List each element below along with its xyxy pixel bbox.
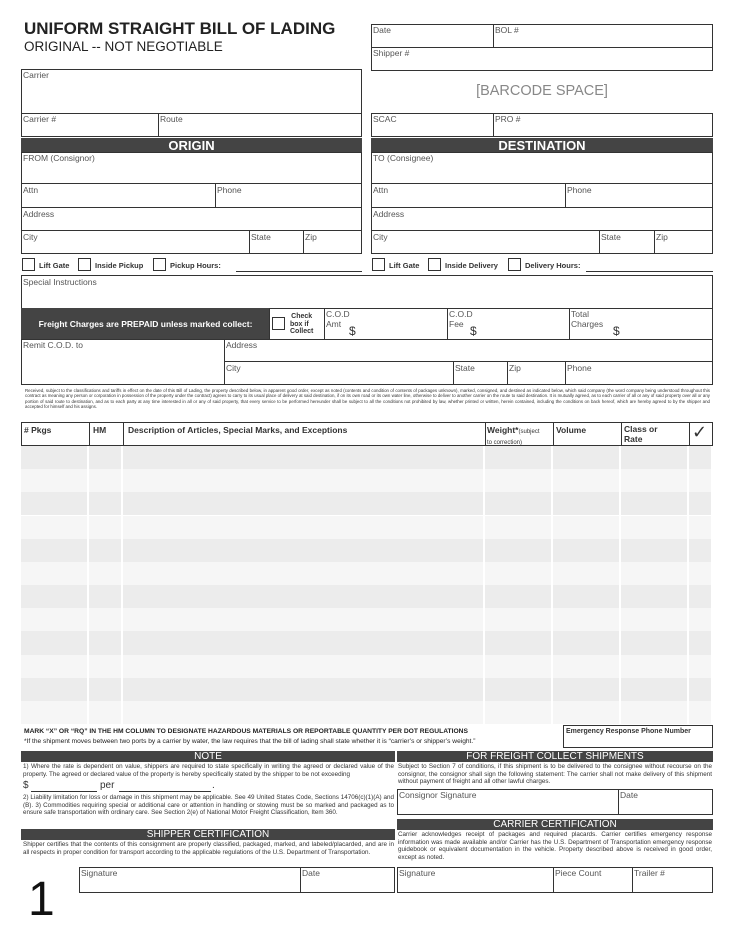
hazmat-instruction: MARK “X” OR “RQ” IN THE HM COLUMN TO DESIGNATE HAZARDOUS MATERIALS OR REPORTABLE QUANTITY PER DOT REGULATIONS <box>24 728 468 735</box>
table-cell[interactable] <box>123 631 483 654</box>
table-cell[interactable] <box>689 678 711 701</box>
table-cell[interactable] <box>21 608 87 631</box>
dest-zip-label: Zip <box>656 232 668 242</box>
pickup-hours-checkbox[interactable] <box>153 258 166 271</box>
table-cell[interactable] <box>89 492 121 515</box>
origin-zip-field[interactable] <box>303 230 362 254</box>
prepaid-banner: Freight Charges are PREPAID unless marked collect: <box>21 308 270 340</box>
remit-phone-label: Phone <box>567 363 592 373</box>
carrier-number-field[interactable] <box>21 113 159 137</box>
inside-delivery-checkbox[interactable] <box>428 258 441 271</box>
table-cell[interactable] <box>553 585 619 608</box>
table-cell[interactable] <box>621 608 687 631</box>
table-cell[interactable] <box>123 585 483 608</box>
document-title: UNIFORM STRAIGHT BILL OF LADING <box>24 19 336 38</box>
delivery-hours-line[interactable] <box>586 271 713 272</box>
table-row <box>21 678 713 701</box>
table-cell[interactable] <box>123 608 483 631</box>
table-cell[interactable] <box>89 446 121 469</box>
table-cell[interactable] <box>21 469 87 492</box>
page-number: 1 <box>28 873 55 926</box>
table-cell[interactable] <box>89 539 121 562</box>
dest-state-label: State <box>601 232 621 242</box>
shipper-number-field[interactable] <box>371 47 713 71</box>
table-cell[interactable] <box>123 678 483 701</box>
table-cell[interactable] <box>553 446 619 469</box>
inside-pickup-label: Inside Pickup <box>95 261 144 270</box>
scac-label: SCAC <box>373 114 397 124</box>
col-header-class <box>624 424 658 444</box>
remit-city-field[interactable] <box>224 361 454 385</box>
from-consignor-label: FROM (Consignor) <box>23 153 95 163</box>
origin-city-label: City <box>23 232 38 242</box>
table-cell[interactable] <box>123 492 483 515</box>
checkmark-icon: ✓ <box>692 422 708 442</box>
table-cell[interactable] <box>485 655 551 678</box>
cod-amount-dollar: $ <box>349 324 356 338</box>
dest-phone-label: Phone <box>567 185 592 195</box>
table-cell[interactable] <box>21 446 87 469</box>
dest-zip-field[interactable] <box>654 230 713 254</box>
header-divider-hm <box>89 422 90 446</box>
carrier-number-label: Carrier # <box>23 114 57 124</box>
table-cell[interactable] <box>621 539 687 562</box>
table-cell[interactable] <box>621 678 687 701</box>
consignor-date-label: Date <box>620 790 638 800</box>
table-cell[interactable] <box>689 608 711 631</box>
emergency-phone-field[interactable] <box>563 725 713 748</box>
carrier-signature-field[interactable] <box>397 867 554 893</box>
remit-cod-label: Remit C.O.D. to <box>23 340 83 350</box>
barcode-placeholder: [BARCODE SPACE] <box>476 83 608 99</box>
origin-heading: ORIGIN <box>21 138 362 153</box>
table-cell[interactable] <box>21 585 87 608</box>
table-cell[interactable] <box>621 469 687 492</box>
freight-collect-text: Subject to Section 7 of conditions, if this shipment is to be delivered to the consignee without recourse on the consignor, the consignor shall sign the following statement: The carrier shall not make delivery of this shipment without payment of freight and all other lawful charges. <box>398 763 712 786</box>
table-cell[interactable] <box>123 655 483 678</box>
table-cell[interactable] <box>553 469 619 492</box>
carrier-certification-text: Carrier acknowledges receipt of packages and required placards. Carrier certifies emergency response information was made available and/or Carrier has the U.S. Department of Transportation emergency response guidebook or equivalent documentation in the vehicle. Property described above is received in good order, except as noted. <box>398 831 712 862</box>
dest-liftgate-checkbox[interactable] <box>372 258 385 271</box>
col-header-volume: Volume <box>556 425 587 435</box>
total-charges-label-1: Total <box>571 309 589 319</box>
table-row <box>21 469 713 492</box>
table-cell[interactable] <box>485 539 551 562</box>
special-instructions-label: Special Instructions <box>23 277 97 287</box>
table-cell[interactable] <box>621 655 687 678</box>
origin-liftgate-label: Lift Gate <box>39 261 70 270</box>
dest-attn-label: Attn <box>373 185 389 195</box>
dest-city-label: City <box>373 232 388 242</box>
table-cell[interactable] <box>621 516 687 539</box>
table-cell[interactable] <box>553 516 619 539</box>
shipper-signature-field[interactable] <box>79 867 301 893</box>
table-cell[interactable] <box>21 678 87 701</box>
collect-label-line2: box if <box>290 320 309 328</box>
bol-label: BOL # <box>495 25 519 35</box>
total-charges-label-2: Charges <box>571 319 604 329</box>
cod-amount-field[interactable] <box>324 308 448 340</box>
table-cell[interactable] <box>689 516 711 539</box>
class-label-line2: Rate <box>624 434 643 444</box>
cod-amount-label-2: Amt <box>326 319 342 329</box>
remit-state-field[interactable] <box>453 361 508 385</box>
origin-attn-label: Attn <box>23 185 39 195</box>
route-field[interactable] <box>158 113 362 137</box>
table-cell[interactable] <box>621 562 687 585</box>
remit-address-field[interactable] <box>224 339 713 362</box>
table-cell[interactable] <box>485 701 551 724</box>
dest-phone-field[interactable] <box>565 183 713 208</box>
remit-zip-field[interactable] <box>507 361 566 385</box>
piece-count-field[interactable] <box>553 867 633 893</box>
table-cell[interactable] <box>553 562 619 585</box>
consignor-signature-label: Consignor Signature <box>399 790 477 800</box>
total-charges-field[interactable] <box>569 308 713 340</box>
declared-value-line[interactable] <box>31 791 97 792</box>
table-cell[interactable] <box>485 631 551 654</box>
origin-liftgate-checkbox[interactable] <box>22 258 35 271</box>
trailer-number-field[interactable] <box>632 867 713 893</box>
date-field[interactable] <box>371 24 494 48</box>
table-cell[interactable] <box>689 585 711 608</box>
table-cell[interactable] <box>485 562 551 585</box>
table-cell[interactable] <box>89 516 121 539</box>
origin-phone-label: Phone <box>217 185 242 195</box>
shipper-number-label: Shipper # <box>373 48 410 58</box>
table-cell[interactable] <box>21 655 87 678</box>
items-table-body <box>21 446 713 724</box>
to-consignee-field[interactable] <box>371 152 713 184</box>
table-cell[interactable] <box>553 655 619 678</box>
table-cell[interactable] <box>485 516 551 539</box>
table-cell[interactable] <box>485 446 551 469</box>
header-divider-check <box>689 422 690 446</box>
table-cell[interactable] <box>689 469 711 492</box>
table-cell[interactable] <box>89 469 121 492</box>
table-cell[interactable] <box>89 585 121 608</box>
destination-heading: DESTINATION <box>371 138 713 153</box>
table-cell[interactable] <box>553 492 619 515</box>
table-row <box>21 539 713 562</box>
carrier-label: Carrier <box>23 70 49 80</box>
weight-subject: (subject <box>518 429 540 435</box>
table-row <box>21 655 713 678</box>
declared-value-per-line[interactable] <box>119 791 211 792</box>
table-cell[interactable] <box>89 631 121 654</box>
pro-field[interactable] <box>493 113 713 137</box>
table-cell[interactable] <box>689 562 711 585</box>
consignor-signature-field[interactable] <box>397 789 619 815</box>
table-row <box>21 701 713 724</box>
total-charges-dollar: $ <box>613 324 620 338</box>
header-divider-weight <box>485 422 486 446</box>
table-cell[interactable] <box>123 701 483 724</box>
table-cell[interactable] <box>89 655 121 678</box>
remit-phone-field[interactable] <box>565 361 713 385</box>
origin-city-field[interactable] <box>21 230 250 254</box>
table-row <box>21 516 713 539</box>
to-consignee-label: TO (Consignee) <box>373 153 434 163</box>
scac-field[interactable] <box>371 113 494 137</box>
collect-label-line3: Collect <box>290 328 314 335</box>
terms-paragraph: Received, subject to the classifications and tariffs in effect on the date of this Bill of Lading, the property described below, in apparent good order, except as noted (contents and condition of contents of packages unknown), marked, consigned, and destined as indicated below, which said company (the word company being understood throughout this contract as meaning any person or corporation in possession of the property under the contract) agrees to carry to its usual place of delivery at said destination, if on its own road or its own water line, otherwise to deliver to another carrier on the route to said destination. It is mutually agreed, as to each carrier of all or any of said property over all or any portion of said route to destination, and as to each party at any time interested in all or any of said property, that every service to be performed hereunder shall be subject to all the conditions not prohibited by law, whether printed or written, herein contained, including the conditions on back hereof, which are hereby agreed to by the shipper and accepted for himself and his assigns. <box>25 388 710 410</box>
dest-city-field[interactable] <box>371 230 600 254</box>
table-cell[interactable] <box>21 631 87 654</box>
table-cell[interactable] <box>485 492 551 515</box>
table-cell[interactable] <box>621 492 687 515</box>
trailer-number-label: Trailer # <box>634 868 665 878</box>
piece-count-label: Piece Count <box>555 868 602 878</box>
declared-value-per: per <box>100 780 115 791</box>
consignor-date-field[interactable] <box>618 789 713 815</box>
from-consignor-field[interactable] <box>21 152 362 184</box>
bol-field[interactable] <box>493 24 713 48</box>
special-instructions-field[interactable] <box>21 275 713 309</box>
collect-checkbox-label <box>290 313 313 336</box>
dest-liftgate-label: Lift Gate <box>389 261 420 270</box>
table-cell[interactable] <box>553 701 619 724</box>
col-header-weight <box>487 425 553 447</box>
shipper-certification-text: Shipper certifies that the contents of this consignment are properly classified, packaged, marked, and labeled/placarded, and are in all respects in proper condition for transport according to the applicable regulations of the U.S. Department of Transportation. <box>23 841 394 856</box>
pickup-hours-line[interactable] <box>236 271 362 272</box>
weight-correction: to correction) <box>487 440 523 446</box>
note-heading: NOTE <box>21 751 395 762</box>
cod-amount-label-1: C.O.D <box>326 309 350 319</box>
cod-fee-label-1: C.O.D <box>449 309 473 319</box>
table-cell[interactable] <box>689 631 711 654</box>
table-cell[interactable] <box>89 562 121 585</box>
route-label: Route <box>160 114 183 124</box>
origin-state-field[interactable] <box>249 230 304 254</box>
pro-label: PRO # <box>495 114 521 124</box>
declared-value-dollar: $ <box>23 780 29 791</box>
date-label: Date <box>373 25 391 35</box>
table-cell[interactable] <box>621 701 687 724</box>
origin-attn-field[interactable] <box>21 183 216 208</box>
freight-collect-heading: FOR FREIGHT COLLECT SHIPMENTS <box>397 751 713 762</box>
table-cell[interactable] <box>21 492 87 515</box>
delivery-hours-checkbox[interactable] <box>508 258 521 271</box>
table-cell[interactable] <box>689 446 711 469</box>
table-cell[interactable] <box>689 492 711 515</box>
table-row <box>21 608 713 631</box>
table-row <box>21 631 713 654</box>
inside-delivery-label: Inside Delivery <box>445 261 498 270</box>
dest-state-field[interactable] <box>599 230 655 254</box>
origin-zip-label: Zip <box>305 232 317 242</box>
items-table-header <box>21 422 713 446</box>
remit-zip-label: Zip <box>509 363 521 373</box>
dest-address-field[interactable] <box>371 207 713 231</box>
inside-pickup-checkbox[interactable] <box>78 258 91 271</box>
table-cell[interactable] <box>553 539 619 562</box>
header-divider-volume <box>553 422 554 446</box>
origin-address-field[interactable] <box>21 207 362 231</box>
table-row <box>21 492 713 515</box>
class-label-line1: Class or <box>624 424 658 434</box>
table-cell[interactable] <box>123 562 483 585</box>
carrier-certification-heading: CARRIER CERTIFICATION <box>397 819 713 830</box>
note-paragraph-1: 1) Where the rate is dependent on value, shippers are required to state specifically in writing the agreed or declared value of the property. The agreed or declared value of the property is hereby specifically stated by the shipper to be not exceeding <box>23 763 394 778</box>
declared-value-period: . <box>212 780 215 791</box>
emergency-phone-label: Emergency Response Phone Number <box>566 728 691 735</box>
cod-fee-dollar: $ <box>470 324 477 338</box>
shipper-date-field[interactable] <box>300 867 395 893</box>
table-cell[interactable] <box>621 631 687 654</box>
table-cell[interactable] <box>553 608 619 631</box>
table-cell[interactable] <box>485 585 551 608</box>
table-cell[interactable] <box>689 701 711 724</box>
cod-fee-label-2: Fee <box>449 319 464 329</box>
table-cell[interactable] <box>553 631 619 654</box>
table-row <box>21 562 713 585</box>
table-cell[interactable] <box>485 469 551 492</box>
cod-fee-field[interactable] <box>447 308 570 340</box>
shipper-signature-label: Signature <box>81 868 118 878</box>
header-divider-desc <box>123 422 124 446</box>
carrier-field[interactable] <box>21 69 362 114</box>
document-subtitle: ORIGINAL -- NOT NEGOTIABLE <box>24 39 223 54</box>
table-cell[interactable] <box>89 678 121 701</box>
collect-checkbox[interactable] <box>272 317 285 330</box>
remit-city-label: City <box>226 363 241 373</box>
table-row <box>21 585 713 608</box>
weight-label: Weight* <box>487 425 519 435</box>
table-cell[interactable] <box>123 539 483 562</box>
pickup-hours-label: Pickup Hours: <box>170 261 221 270</box>
table-cell[interactable] <box>21 701 87 724</box>
col-header-pkgs: # Pkgs <box>24 425 52 435</box>
delivery-hours-label: Delivery Hours: <box>525 261 581 270</box>
table-cell[interactable] <box>123 446 483 469</box>
note-paragraph-2: 2) Liability limitation for loss or damage in this shipment may be applicable. See 49 United States Code, Sections 14706(c)(1)(A) and (B). 3) Commodities requiring special or additional care or attention in handling or stowing must be so marked and packaged as to ensure safe transportation with ordinary care. See Section 2(e) of National Motor Freight Classification, Item 360. <box>23 794 394 817</box>
dest-attn-field[interactable] <box>371 183 566 208</box>
carrier-signature-label: Signature <box>399 868 436 878</box>
table-cell[interactable] <box>21 562 87 585</box>
table-cell[interactable] <box>689 539 711 562</box>
table-cell[interactable] <box>621 585 687 608</box>
table-cell[interactable] <box>689 655 711 678</box>
col-header-hm: HM <box>93 425 107 435</box>
table-cell[interactable] <box>89 608 121 631</box>
remit-state-label: State <box>455 363 475 373</box>
origin-state-label: State <box>251 232 271 242</box>
remit-cod-field[interactable] <box>21 339 225 385</box>
shipper-certification-heading: SHIPPER CERTIFICATION <box>21 829 395 840</box>
collect-label-line1: Check <box>291 313 313 320</box>
origin-address-label: Address <box>23 209 55 219</box>
remit-address-label: Address <box>226 340 258 350</box>
shipper-date-label: Date <box>302 868 320 878</box>
table-cell[interactable] <box>621 446 687 469</box>
origin-phone-field[interactable] <box>215 183 362 208</box>
dest-address-label: Address <box>373 209 405 219</box>
table-cell[interactable] <box>89 701 121 724</box>
water-carrier-note: *If the shipment moves between two ports by a carrier by water, the law requires that the bill of lading shall state whether it is “carrier’s or shipper’s weight.” <box>24 738 476 745</box>
table-cell[interactable] <box>123 469 483 492</box>
header-divider-class <box>621 422 622 446</box>
table-cell[interactable] <box>485 608 551 631</box>
table-cell[interactable] <box>123 516 483 539</box>
table-row <box>21 446 713 469</box>
table-cell[interactable] <box>485 678 551 701</box>
table-cell[interactable] <box>553 678 619 701</box>
table-cell[interactable] <box>21 539 87 562</box>
col-header-description: Description of Articles, Special Marks, and Exceptions <box>128 425 348 435</box>
table-cell[interactable] <box>21 516 87 539</box>
